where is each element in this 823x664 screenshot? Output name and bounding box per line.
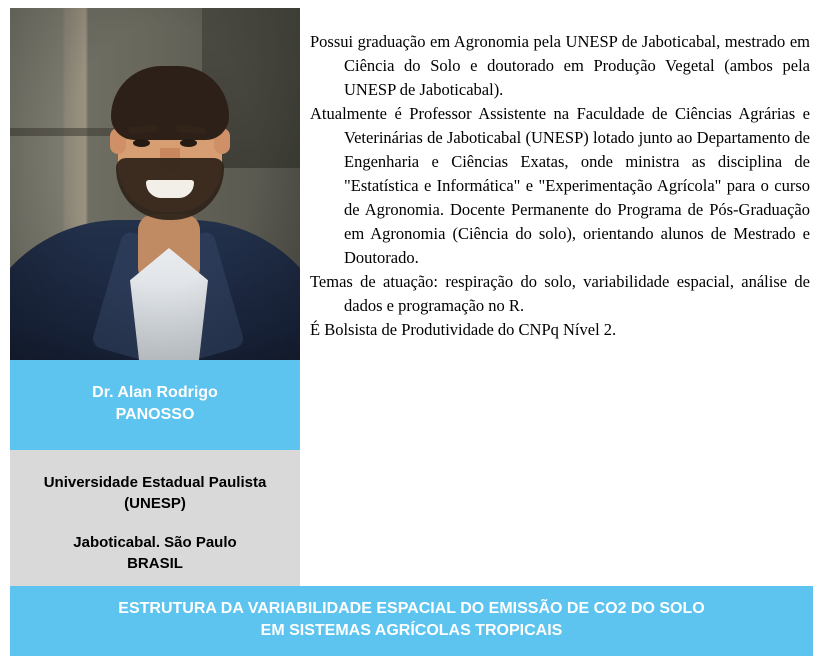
biography-text (310, 30, 810, 342)
affiliation-line-3: Jaboticabal. São Paulo (73, 534, 237, 551)
biography-paragraph-2: Atualmente é Professor Assistente na Faculdade de Ciências Agrárias e Veterinárias de Jaboticabal (UNESP) lotado junto ao Departamento de Engenharia e Ciências Exatas, onde ministra as disciplina de "Estatística e Informática" e "Experimentação Agrícola" para o curso de Agronomia. Docente Permanente do Programa de Pós-Graduação em Agronomia (Ciência do solo), orientando alunos de Mestrado e Doutorado. (310, 104, 810, 267)
photo-vignette (10, 8, 300, 360)
presentation-title-band (10, 586, 813, 656)
affiliation-line-2: (UNESP) (124, 495, 186, 512)
affiliation-spacer (20, 514, 290, 532)
person-name-line-1: Dr. Alan Rodrigo (92, 384, 218, 401)
affiliation-band (10, 450, 300, 600)
biography-paragraph-1: Possui graduação em Agronomia pela UNESP de Jaboticabal, mestrado em Ciência do Solo e doutorado em Produção Vegetal (ambos pela UNESP de Jaboticabal). (310, 32, 810, 99)
affiliation-line-1: Universidade Estadual Paulista (43, 474, 267, 491)
presentation-title-line-1: ESTRUTURA DA VARIABILIDADE ESPACIAL DO EMISSÃO DE CO2 DO SOLO (118, 600, 705, 617)
affiliation-line-4: BRASIL (127, 555, 183, 572)
biography-paragraph-3: Temas de atuação: respiração do solo, variabilidade espacial, análise de dados e programação no R. (310, 272, 810, 315)
person-name-line-2: PANOSSO (115, 406, 195, 423)
left-column (10, 8, 300, 600)
person-name-band (10, 360, 300, 450)
biography-paragraph-4: É Bolsista de Produtividade do CNPq Nível 2. (310, 320, 617, 339)
presentation-title-line-2: EM SISTEMAS AGRÍCOLAS TROPICAIS (260, 622, 563, 639)
portrait-photo (10, 8, 300, 360)
